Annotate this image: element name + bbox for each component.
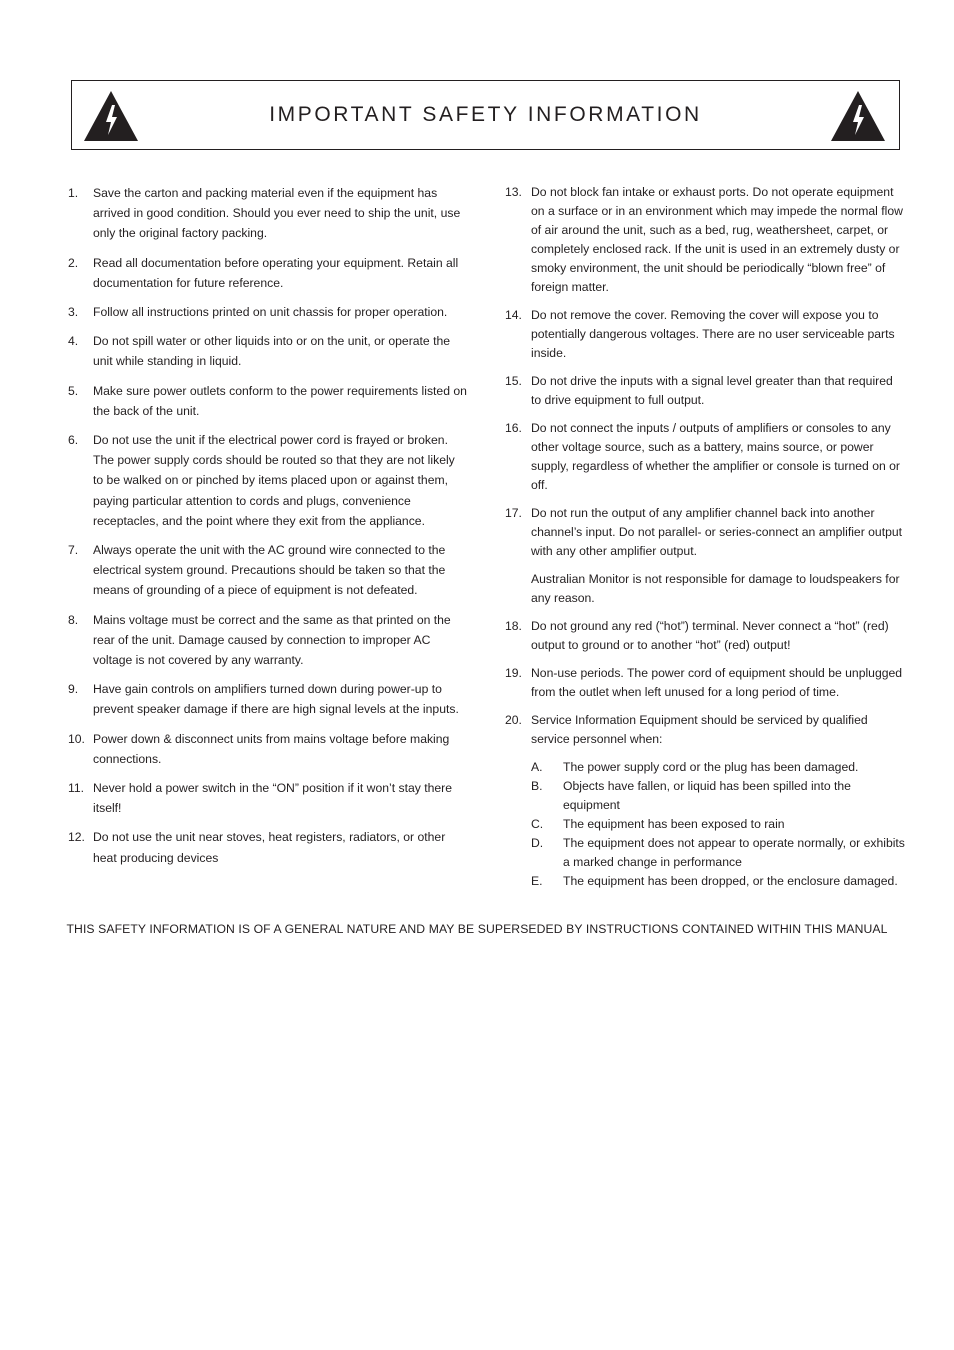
list-item bbox=[505, 183, 905, 297]
list-item bbox=[505, 617, 905, 655]
item-text: Make sure power outlets conform to the power requirements listed on the back of the unit. bbox=[93, 383, 467, 418]
list-item bbox=[505, 504, 905, 561]
item-number: 5. bbox=[68, 383, 79, 398]
item-text: Do not connect the inputs / outputs of amplifiers or consoles to any other voltage source, such as a battery, mains source, or power supply, regardless of whether the amplifier or console is turned on or off. bbox=[531, 421, 900, 492]
list-item bbox=[68, 381, 468, 421]
item-number: 13. bbox=[505, 185, 522, 199]
sub-list-item bbox=[531, 834, 905, 872]
list-item bbox=[68, 540, 468, 601]
item-number: 10. bbox=[68, 731, 85, 746]
page-title: IMPORTANT SAFETY INFORMATION bbox=[269, 103, 702, 126]
list-item bbox=[68, 430, 468, 531]
item-number: 3. bbox=[68, 305, 79, 320]
item-number: 8. bbox=[68, 612, 79, 627]
sub-list-item bbox=[531, 777, 905, 815]
sub-list-item bbox=[531, 815, 905, 834]
item-text: Read all documentation before operating your equipment. Retain all documentation for future reference. bbox=[93, 255, 459, 290]
list-item bbox=[505, 306, 905, 363]
item-number: 18. bbox=[505, 619, 522, 633]
item-text: Non-use periods. The power cord of equipment should be unplugged from the outlet when left unused for a long period of time. bbox=[531, 666, 903, 699]
item-text: Have gain controls on amplifiers turned down during power-up to prevent speaker damage if there are high signal levels at the inputs. bbox=[93, 682, 459, 717]
list-item bbox=[68, 778, 468, 818]
item-number: 6. bbox=[68, 433, 79, 448]
sub-item-letter: A. bbox=[531, 760, 543, 774]
item-text: Mains voltage must be correct and the same as that printed on the rear of the unit. Damage caused by connection to improper AC voltage is not covered by any warranty. bbox=[93, 612, 451, 668]
item-number: 1. bbox=[68, 186, 79, 200]
list-item bbox=[505, 419, 905, 495]
item-number: 12. bbox=[68, 830, 85, 845]
item-number: 17. bbox=[505, 506, 522, 520]
list-item bbox=[68, 183, 468, 244]
item-number: 11. bbox=[68, 781, 85, 796]
item-text: Always operate the unit with the AC ground wire connected to the electrical system ground. Precautions should be taken so that the means of grounding of a piece of equipment is not defeated. bbox=[93, 543, 446, 598]
list-item bbox=[68, 302, 468, 322]
item-text: Do not run the output of any amplifier channel back into another channel’s input. Do not parallel- or series-connect an amplifier output with any other amplifier output. bbox=[531, 506, 903, 558]
left-column bbox=[68, 183, 468, 877]
sub-item-letter: B. bbox=[531, 779, 543, 793]
item-text: Do not ground any red (“hot”) terminal. Never connect a “hot” (red) output to ground or to another “hot” (red) output! bbox=[531, 619, 889, 652]
sub-list-item bbox=[531, 872, 905, 891]
item-text: Follow all instructions printed on unit chassis for proper operation. bbox=[93, 305, 448, 320]
item-number: 14. bbox=[505, 308, 522, 322]
item-number: 20. bbox=[505, 713, 522, 727]
sub-list-item bbox=[531, 758, 905, 777]
list-item bbox=[505, 711, 905, 891]
list-item bbox=[68, 729, 468, 769]
list-item bbox=[68, 331, 468, 371]
item-text: Do not use the unit if the electrical power cord is frayed or broken. The power supply cords should be routed so that they are not likely to be walked on or pinched by items placed upon or against them, paying particular attention to cords and plugs, convenience receptacles, and the point where they exit from the appliance. bbox=[93, 433, 455, 528]
item-text: Do not remove the cover. Removing the cover will expose you to potentially dangerous voltages. There are no user serviceable parts inside. bbox=[531, 308, 895, 360]
sub-item-text: The equipment has been dropped, or the enclosure damaged. bbox=[563, 874, 898, 888]
list-item bbox=[505, 664, 905, 702]
footer-disclaimer: THIS SAFETY INFORMATION IS OF A GENERAL NATURE AND MAY BE SUPERSEDED BY INSTRUCTIONS CONTAINED WITHIN THIS MANUAL bbox=[66, 922, 888, 936]
item-text: Service Information Equipment should be serviced by qualified service personnel when: bbox=[531, 713, 868, 746]
item-text: Do not use the unit near stoves, heat registers, radiators, or other heat producing devices bbox=[93, 830, 446, 865]
item-number: 19. bbox=[505, 666, 522, 680]
sub-item-text: The equipment does not appear to operate normally, or exhibits a marked change in performance bbox=[563, 836, 905, 869]
item-text: Do not spill water or other liquids into or on the unit, or operate the unit while standing in liquid. bbox=[93, 334, 451, 369]
list-item bbox=[68, 610, 468, 671]
service-conditions-list bbox=[531, 758, 905, 891]
list-item bbox=[68, 827, 468, 867]
warning-lightning-icon bbox=[829, 89, 887, 143]
item-text: Power down & disconnect units from mains voltage before making connections. bbox=[93, 731, 450, 766]
item-number: 7. bbox=[68, 543, 79, 558]
item-text: Do not block fan intake or exhaust ports. Do not operate equipment on a surface or in an environment which may impede the normal flow of air around the unit, such as a bed, rug, weathersheet, carpet, or completely enclosed rack. If the unit is used in an extremely dusty or smoky environment, the unit should be periodically “blown free” of foreign matter. bbox=[531, 185, 903, 294]
sub-item-letter: E. bbox=[531, 874, 543, 888]
item-17-note: Australian Monitor is not responsible for damage to loudspeakers for any reason. bbox=[531, 572, 900, 605]
item-text: Save the carton and packing material even if the equipment has arrived in good condition. Should you ever need to ship the unit, use only the original factory packing. bbox=[93, 186, 461, 241]
item-number: 15. bbox=[505, 374, 522, 388]
list-item bbox=[68, 679, 468, 719]
item-text: Do not drive the inputs with a signal level greater than that required to drive equipment to full output. bbox=[531, 374, 893, 407]
header-box bbox=[71, 80, 900, 150]
sub-item-letter: D. bbox=[531, 836, 544, 850]
sub-item-text: Objects have fallen, or liquid has been spilled into the equipment bbox=[563, 779, 851, 812]
sub-item-text: The equipment has been exposed to rain bbox=[563, 817, 785, 831]
item-number: 16. bbox=[505, 421, 522, 435]
list-item bbox=[505, 372, 905, 410]
right-column bbox=[505, 183, 905, 900]
item-number: 4. bbox=[68, 334, 79, 349]
item-number: 9. bbox=[68, 682, 79, 697]
item-text: Never hold a power switch in the “ON” position if it won’t stay there itself! bbox=[93, 781, 453, 816]
sub-item-letter: C. bbox=[531, 817, 544, 831]
item-number: 2. bbox=[68, 255, 79, 270]
sub-item-text: The power supply cord or the plug has been damaged. bbox=[563, 760, 859, 774]
list-item bbox=[68, 253, 468, 293]
